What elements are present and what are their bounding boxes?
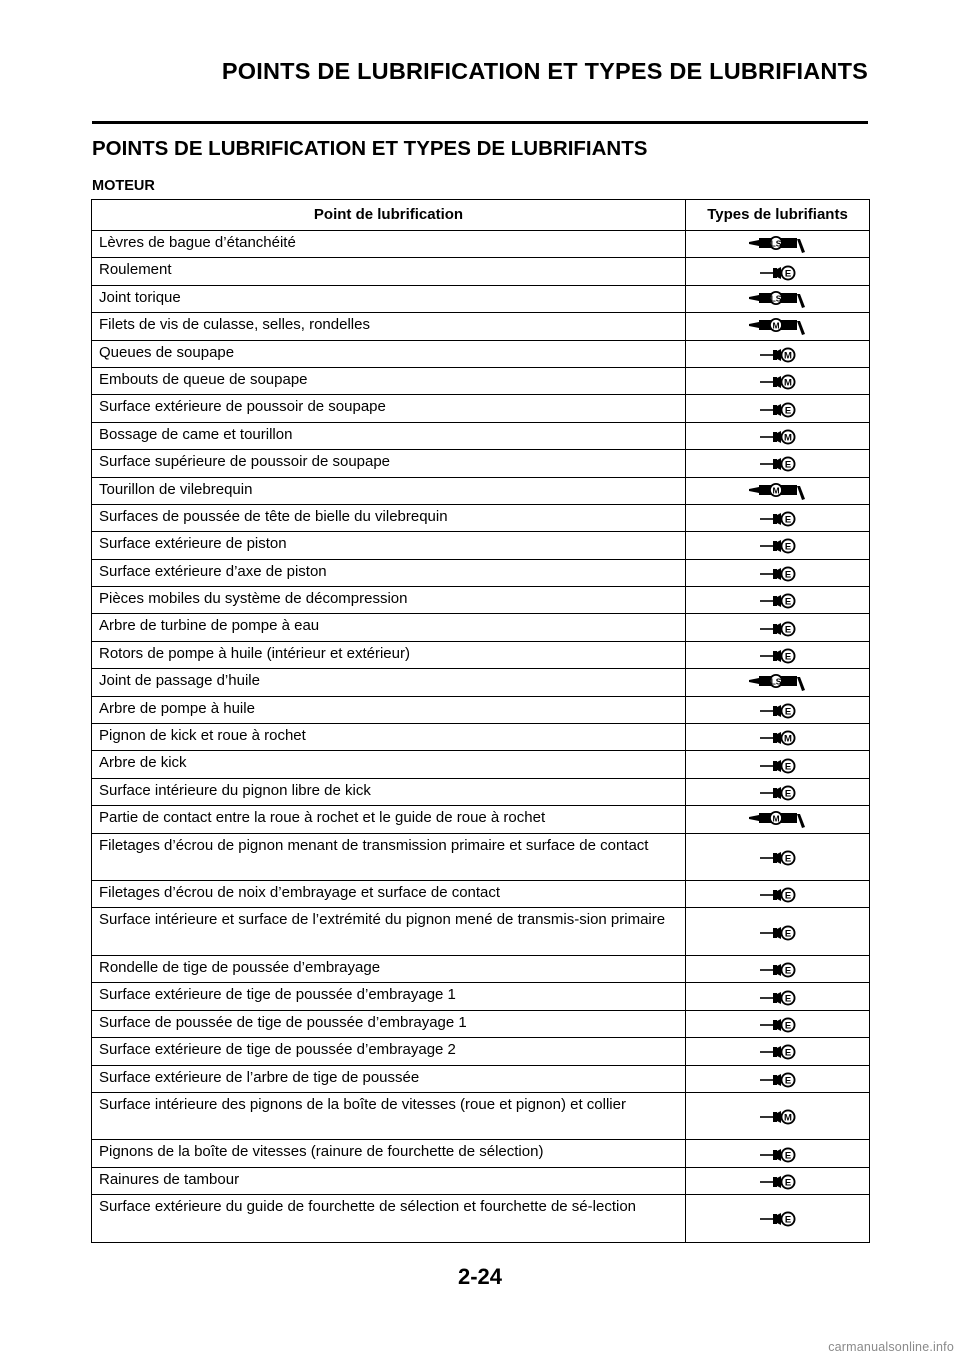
lubrication-point: Bossage de came et tourillon [92, 422, 686, 449]
table-body [92, 231, 870, 1243]
engine-oil-icon [759, 535, 797, 555]
svg-text:E: E [784, 1020, 791, 1032]
svg-text:E: E [784, 651, 791, 663]
table-row [92, 559, 870, 586]
svg-text:E: E [784, 890, 791, 902]
table-row [92, 367, 870, 394]
molybdenum-disulfide-grease-icon [747, 315, 809, 337]
table-row [92, 881, 870, 908]
engine-oil-icon [759, 959, 797, 979]
lubrication-point: Arbre de turbine de pompe à eau [92, 614, 686, 641]
lubrication-point: Filetages d’écrou de pignon menant de transmission primaire et surface de contact [92, 833, 686, 881]
engine-oil-icon [759, 987, 797, 1007]
engine-oil-icon [759, 1041, 797, 1061]
lubrication-point: Rotors de pompe à huile (intérieur et extérieur) [92, 641, 686, 668]
lubrication-point: Surface extérieure de piston [92, 532, 686, 559]
lithium-soap-grease-icon [747, 233, 809, 255]
lubrication-point: Surface intérieure et surface de l’extrémité du pignon mené de transmis-sion primaire [92, 908, 686, 956]
molybdenum-disulfide-oil-icon [759, 344, 797, 364]
engine-oil-icon [759, 884, 797, 904]
running-header-title: POINTS DE LUBRIFICATION ET TYPES DE LUBRIFIANTS [221, 58, 868, 84]
lubrication-point: Surfaces de poussée de tête de bielle du vilebrequin [92, 504, 686, 531]
lubricant-type-cell [686, 1038, 870, 1065]
lubricant-type-cell [686, 1167, 870, 1194]
table-row [92, 587, 870, 614]
lubrication-point: Pièces mobiles du système de décompression [92, 587, 686, 614]
lubrication-point: Surface extérieure de tige de poussée d’embrayage 2 [92, 1038, 686, 1065]
molybdenum-disulfide-oil-icon [759, 371, 797, 391]
lubricant-type-cell [686, 367, 870, 394]
lubrication-point: Rainures de tambour [92, 1167, 686, 1194]
lubricant-type-cell [686, 1092, 870, 1140]
lubricant-type-cell [686, 477, 870, 504]
lubrication-point: Joint torique [92, 285, 686, 312]
lubrication-point: Arbre de kick [92, 751, 686, 778]
lubrication-point: Surface extérieure d’axe de piston [92, 559, 686, 586]
engine-oil-icon [759, 1171, 797, 1191]
table-row [92, 1140, 870, 1167]
svg-text:E: E [784, 928, 791, 940]
column-header-type: Types de lubrifiants [686, 200, 870, 231]
svg-text:E: E [784, 1075, 791, 1087]
lubrication-point: Rondelle de tige de poussée d’embrayage [92, 955, 686, 982]
table-row [92, 955, 870, 982]
lubricant-type-cell [686, 641, 870, 668]
svg-text:E: E [784, 761, 791, 773]
svg-text:M: M [783, 733, 792, 745]
svg-text:M: M [771, 485, 780, 496]
engine-oil-icon [759, 618, 797, 638]
engine-oil-icon [759, 755, 797, 775]
table-row [92, 1065, 870, 1092]
svg-text:E: E [784, 993, 791, 1005]
table-row [92, 778, 870, 805]
lithium-soap-grease-icon [747, 288, 809, 310]
lubrication-point: Lèvres de bague d’étanchéité [92, 231, 686, 258]
lubrication-point: Surface supérieure de poussoir de soupape [92, 450, 686, 477]
engine-oil-icon [759, 1144, 797, 1164]
svg-text:E: E [784, 853, 791, 865]
lubrication-point: Surface intérieure du pignon libre de kick [92, 778, 686, 805]
table-row [92, 231, 870, 258]
lithium-soap-grease-icon [747, 671, 809, 693]
svg-text:E: E [784, 268, 791, 280]
lubricant-type-cell [686, 724, 870, 751]
svg-text:E: E [784, 542, 791, 554]
svg-text:E: E [784, 1047, 791, 1059]
lubricant-type-cell [686, 881, 870, 908]
engine-oil-icon [759, 782, 797, 802]
lubricant-type-cell [686, 669, 870, 696]
lubricant-type-cell [686, 614, 870, 641]
engine-oil-icon [759, 1208, 797, 1228]
svg-text:E: E [784, 596, 791, 608]
engine-oil-icon [759, 700, 797, 720]
table-row [92, 313, 870, 340]
svg-text:E: E [784, 1215, 791, 1227]
svg-text:LS: LS [770, 293, 781, 304]
lubrication-point: Arbre de pompe à huile [92, 696, 686, 723]
table-row [92, 724, 870, 751]
lubricant-type-cell [686, 340, 870, 367]
engine-oil-icon [759, 645, 797, 665]
table-row [92, 340, 870, 367]
header-rule [92, 121, 868, 124]
svg-text:M: M [783, 350, 792, 362]
lubricant-type-cell [686, 285, 870, 312]
lubricant-type-cell [686, 1140, 870, 1167]
svg-text:LS: LS [770, 676, 781, 687]
svg-text:E: E [784, 788, 791, 800]
lubrication-point: Partie de contact entre la roue à rochet et le guide de roue à rochet [92, 806, 686, 833]
lubricant-type-cell [686, 751, 870, 778]
table-row [92, 983, 870, 1010]
table-row [92, 258, 870, 285]
table-row [92, 1038, 870, 1065]
molybdenum-disulfide-oil-icon [759, 1106, 797, 1126]
table-row [92, 751, 870, 778]
lubricant-type-cell [686, 1195, 870, 1243]
engine-oil-icon [759, 563, 797, 583]
lubricant-type-cell [686, 231, 870, 258]
lubrication-point: Surface extérieure de l’arbre de tige de poussée [92, 1065, 686, 1092]
lubricant-type-cell [686, 806, 870, 833]
table-row [92, 1167, 870, 1194]
lubrication-point: Roulement [92, 258, 686, 285]
lubricant-type-cell [686, 258, 870, 285]
lubrication-point: Queues de soupape [92, 340, 686, 367]
lubricant-type-cell [686, 908, 870, 956]
svg-text:LS: LS [770, 238, 781, 249]
lubricant-type-cell [686, 696, 870, 723]
lubricant-type-cell [686, 1010, 870, 1037]
engine-oil-icon [759, 1069, 797, 1089]
table-row [92, 908, 870, 956]
lubricant-type-cell [686, 422, 870, 449]
table-row [92, 450, 870, 477]
table-row [92, 504, 870, 531]
table-row [92, 806, 870, 833]
molybdenum-disulfide-grease-icon [747, 480, 809, 502]
lubrication-point: Pignon de kick et roue à rochet [92, 724, 686, 751]
lubrication-point: Tourillon de vilebrequin [92, 477, 686, 504]
svg-text:M: M [771, 813, 780, 824]
lubricant-type-cell [686, 587, 870, 614]
svg-text:E: E [784, 569, 791, 581]
column-header-point: Point de lubrification [92, 200, 686, 231]
lubricant-type-cell [686, 955, 870, 982]
watermark: carmanualsonline.info [828, 1340, 954, 1354]
lubrication-point: Joint de passage d’huile [92, 669, 686, 696]
svg-text:M: M [783, 1112, 792, 1124]
svg-text:E: E [784, 706, 791, 718]
table-row [92, 1195, 870, 1243]
engine-oil-icon [759, 922, 797, 942]
svg-text:M: M [783, 377, 792, 389]
lubrication-point: Surface extérieure de poussoir de soupape [92, 395, 686, 422]
lubricant-type-cell [686, 313, 870, 340]
svg-text:M: M [771, 320, 780, 331]
svg-text:M: M [783, 432, 792, 444]
svg-text:E: E [784, 1177, 791, 1189]
svg-text:E: E [784, 514, 791, 526]
table-row [92, 641, 870, 668]
table-row [92, 1092, 870, 1140]
lubrication-point: Surface extérieure du guide de fourchette de sélection et fourchette de sé-lection [92, 1195, 686, 1243]
table-row [92, 669, 870, 696]
lubricant-type-cell [686, 504, 870, 531]
lubrication-point: Embouts de queue de soupape [92, 367, 686, 394]
lubrication-point: Surface intérieure des pignons de la boîte de vitesses (roue et pignon) et collier [92, 1092, 686, 1140]
table-row [92, 285, 870, 312]
lubrication-point: Pignons de la boîte de vitesses (rainure de fourchette de sélection) [92, 1140, 686, 1167]
engine-oil-icon [759, 453, 797, 473]
svg-text:E: E [784, 624, 791, 636]
svg-text:E: E [784, 405, 791, 417]
table-row [92, 422, 870, 449]
table-row [92, 477, 870, 504]
table-row [92, 833, 870, 881]
svg-text:E: E [784, 965, 791, 977]
svg-text:E: E [784, 1150, 791, 1162]
section-title: POINTS DE LUBRIFICATION ET TYPES DE LUBRIFIANTS [92, 137, 648, 160]
table-row [92, 395, 870, 422]
lubricant-type-cell [686, 983, 870, 1010]
table-row [92, 614, 870, 641]
table-row [92, 532, 870, 559]
lubricant-type-cell [686, 1065, 870, 1092]
page-number: 2-24 [457, 1264, 503, 1289]
lubrication-point: Surface extérieure de tige de poussée d’embrayage 1 [92, 983, 686, 1010]
molybdenum-disulfide-oil-icon [759, 426, 797, 446]
subsection-title: MOTEUR [92, 178, 155, 194]
table-row [92, 1010, 870, 1037]
engine-oil-icon [759, 508, 797, 528]
molybdenum-disulfide-grease-icon [747, 808, 809, 830]
lubricant-type-cell [686, 559, 870, 586]
lubricant-type-cell [686, 450, 870, 477]
engine-oil-icon [759, 399, 797, 419]
table-header-row [92, 200, 870, 231]
engine-oil-icon [759, 590, 797, 610]
lubricant-type-cell [686, 778, 870, 805]
engine-oil-icon [759, 1014, 797, 1034]
lubrication-table [91, 199, 870, 1243]
svg-text:E: E [784, 459, 791, 471]
lubrication-point: Filets de vis de culasse, selles, rondelles [92, 313, 686, 340]
lubricant-type-cell [686, 833, 870, 881]
engine-oil-icon [759, 847, 797, 867]
lubrication-point: Surface de poussée de tige de poussée d’embrayage 1 [92, 1010, 686, 1037]
lubricant-type-cell [686, 395, 870, 422]
lubrication-point: Filetages d’écrou de noix d’embrayage et surface de contact [92, 881, 686, 908]
table-row [92, 696, 870, 723]
molybdenum-disulfide-oil-icon [759, 727, 797, 747]
lubricant-type-cell [686, 532, 870, 559]
engine-oil-icon [759, 262, 797, 282]
